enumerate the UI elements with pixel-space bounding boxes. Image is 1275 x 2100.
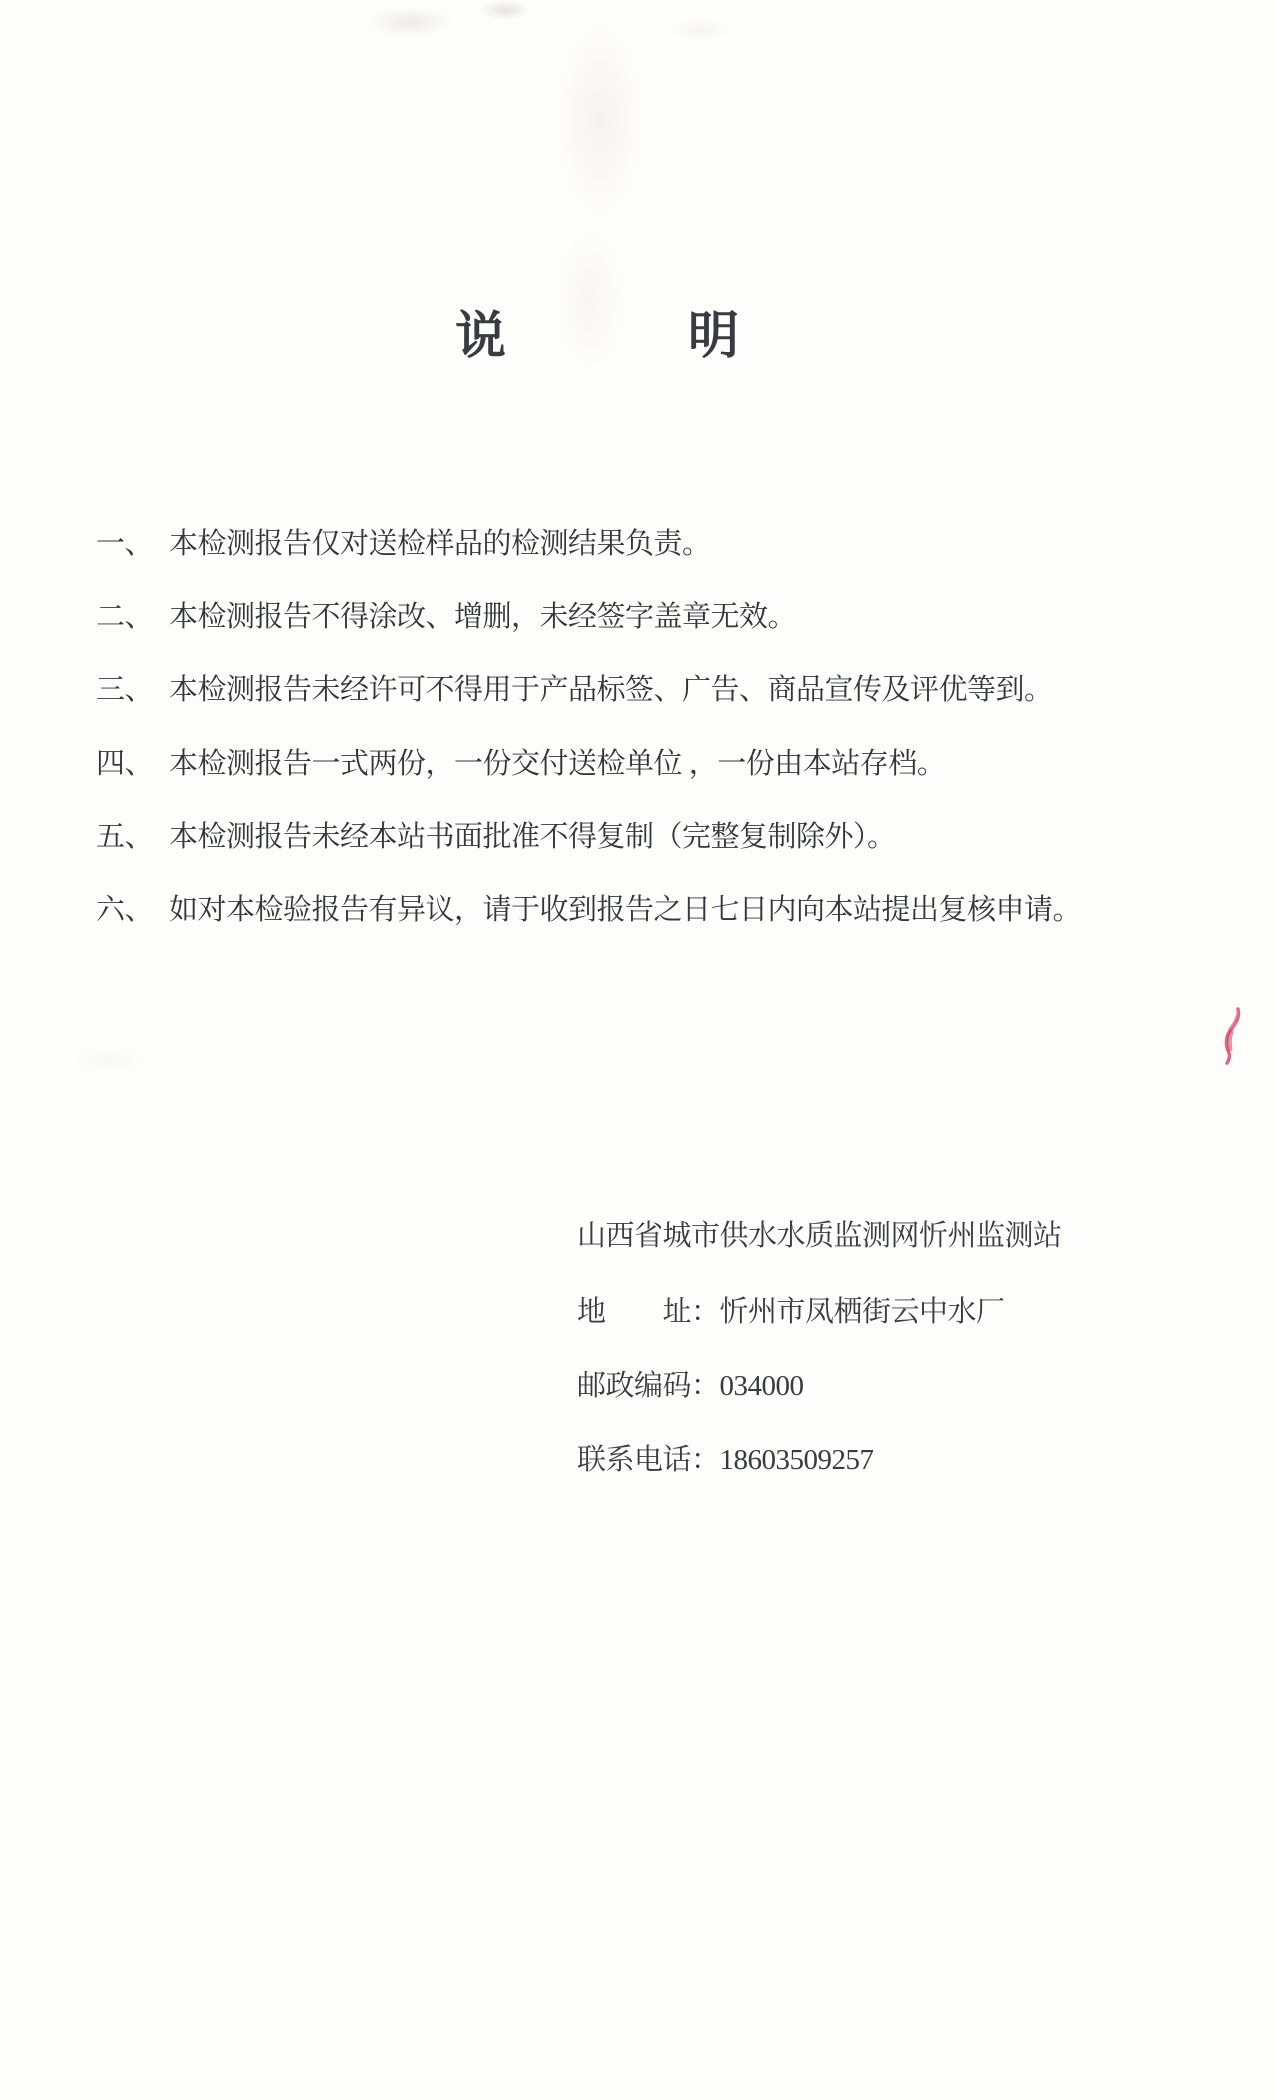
- footer-postcode-value: 034000: [719, 1370, 804, 1402]
- footer-address-value: 忻州市凤栖街云中水厂: [719, 1296, 1005, 1328]
- note-item-2: [96, 599, 796, 635]
- note-text: 如对本检验报告有异议，请于收到报告之日七日内向本站提出复核申请。: [169, 894, 1082, 926]
- page-title: [455, 309, 740, 365]
- note-number: 二、: [96, 601, 154, 633]
- note-item-6: [96, 892, 1081, 928]
- note-item-4: [96, 746, 945, 782]
- footer-address-label: 地 址：: [577, 1296, 720, 1328]
- footer-phone-value: 18603509257: [719, 1444, 874, 1476]
- note-item-1: [96, 526, 711, 562]
- footer-organization: 山西省城市供水水质监测网忻州监测站: [577, 1220, 1062, 1252]
- footer-address: [577, 1298, 1005, 1327]
- note-number: 一、: [96, 528, 154, 560]
- note-text: 本检测报告不得涂改、增删，未经签字盖章无效。: [169, 601, 797, 633]
- footer-phone-label: 联系电话：: [577, 1444, 720, 1476]
- note-item-5: [96, 819, 896, 855]
- footer-phone: [577, 1446, 874, 1475]
- note-text: 本检测报告一式两份，一份交付送检单位 ，一份由本站存档。: [169, 748, 946, 780]
- note-text: 本检测报告未经许可不得用于产品标签、广告、商品宣传及评优等到。: [169, 674, 1053, 706]
- note-number: 六、: [96, 894, 154, 926]
- note-number: 五、: [96, 821, 154, 853]
- note-text: 本检测报告仅对送检样品的检测结果负责。: [169, 528, 711, 560]
- page-title-char-left: 说: [455, 309, 507, 365]
- note-text: 本检测报告未经本站书面批准不得复制（完整复制除外）。: [169, 821, 896, 853]
- footer-postcode: [577, 1372, 804, 1401]
- red-ink-mark: [1216, 1006, 1246, 1066]
- note-item-3: [96, 672, 1053, 708]
- page-title-char-right: 明: [688, 309, 740, 365]
- note-number: 三、: [96, 674, 154, 706]
- note-number: 四、: [96, 748, 154, 780]
- footer-postcode-label: 邮政编码：: [577, 1370, 720, 1402]
